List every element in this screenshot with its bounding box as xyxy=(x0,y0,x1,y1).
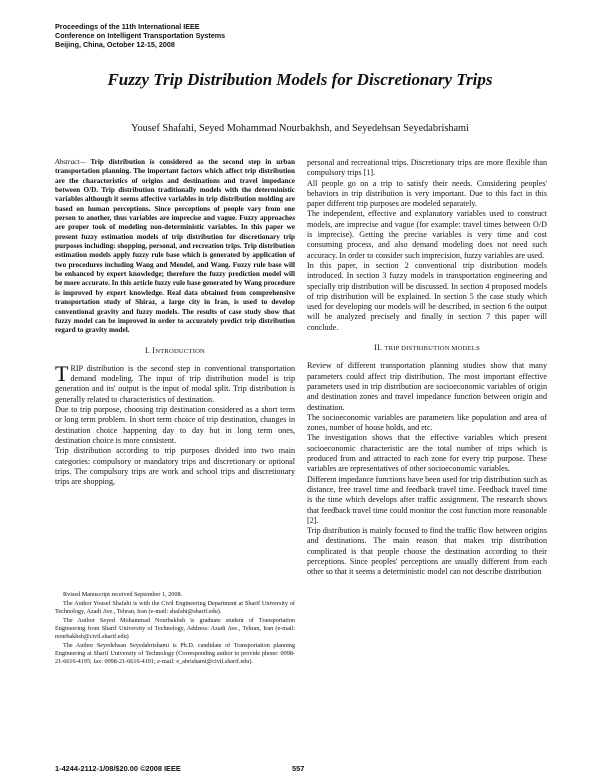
left-column xyxy=(55,158,295,487)
section-1-heading xyxy=(55,346,295,357)
intro-paragraph-3: Trip distribution according to trip purposes divided into two main categories: compulsory or mandatory trips and discretionary or optional trips. The compulsory trips are work and school trips and discretionary trips are shopping, xyxy=(55,446,295,487)
right-paragraph-2: All people go on a trip to satisfy their needs. Considering peoples' behaviors in trip distribution is very important. Due to this fact in this paper different trip purposes are modeled separately. xyxy=(307,178,547,209)
header-line-1: Proceedings of the 11th International IEEE xyxy=(55,22,200,31)
section-2-heading xyxy=(307,343,547,354)
right-paragraph-8: Different impedance functions have been used for trip distribution such as distance, free travel time and feedback travel time. Feedback travel time is the time which develops after traffic assignment. The research shows that feedback travel time could monitor the cost function more reasonable [2]. xyxy=(307,474,547,525)
drop-cap: T xyxy=(55,360,69,386)
section-1-title-first: I xyxy=(152,345,156,355)
section-1-number: I. xyxy=(144,345,153,355)
page-number: 557 xyxy=(292,764,305,773)
abstract xyxy=(55,158,295,336)
right-paragraph-7: The investigation shows that the effective variables which present socioeconomic characteristic are the total number of trips which is produced from and attracted to each zone for every trip purpose. These variables are representatives of other socioeconomic variables. xyxy=(307,433,547,474)
right-column xyxy=(307,158,547,578)
right-paragraph-6: The socioeconomic variables are parameters like population and area of zones, number of house holds, and etc. xyxy=(307,412,547,433)
abstract-lead: Abstract— xyxy=(55,158,86,166)
proceedings-header xyxy=(55,22,225,50)
right-paragraph-9: Trip distribution is mainly focused to find the traffic flow between origins and destinations. The main reason that makes trip distribution complicated is that people choose the destination according to their perceptions. Since peoples' perceptions are usually different from each other so that it seems a deterministic model can not describe distribution xyxy=(307,526,547,577)
intro-paragraph-1 xyxy=(55,360,295,405)
abstract-text: Trip distribution is considered as the second step in urban transportation planning. The important factors which affect trip distribution are the characteristics of origins and destinations and travel impedance between O/D. Trip distribution traditionally models with the deterministic variables although it seems affective variables in trip distribution molding are based on human perceptions. Since perceptions of people vary from one person to another, thus variables are imprecise and vague. Fuzzy approaches are proper took of modeling non-deterministic variables. In this paper we present fuzzy estimation models of trip distribution for discretionary trip purposes including: shopping, personal, and recreation trips. Trip distribution estimation models apply fuzzy rule base which is generated by application of two procedures including Wang and Mendel, and Wang. Fuzzy rule base will be enhanced by expert knowledge; therefore the fuzzy prediction model will be more accurate. In this article fuzzy rule base generated by Wang procedure is improved by expert knowledge. Real data obtained from comprehensive transportation study of Shiraz, a large city in Iran, is used to develop conventional gravity and fuzzy models. The results of case study show that fuzzy model can be improved in order to accurately predict trip distribution regard to gravity model. xyxy=(55,158,295,335)
paper-authors: Yousef Shafahi, Seyed Mohammad Nourbakhsh, and Seyedehsan Seyedabrishami xyxy=(131,123,469,134)
intro-paragraph-2: Due to trip purpose, choosing trip destination considered as a short term or long term problem. In short term choice of trip destination, changes in destination choice happening day to day but in long term ones, destination choice is more consistent. xyxy=(55,405,295,445)
section-2-number: II. xyxy=(374,343,385,353)
right-paragraph-4: In this paper, in section 2 conventional trip distribution models introduced. In section 3 fuzzy models in transportation engineering and specially trip distribution will be discussed. In section 4 proposed models of trip distribution will be explained. In section 5 the case study which used for developing our models will be described, in section 6 the output will be analyzed precisely and finally in section 7 this paper will conclude. xyxy=(307,260,547,332)
section-1-title-rest: NTRODUCTION xyxy=(155,347,206,355)
header-line-3: Beijing, China, October 12-15, 2008 xyxy=(55,40,175,50)
footnote-author-3: The Author Seyedehsan Seyedabrishami is Ph.D. candidate of Transportation planning Engineering at Sharif University of Technology (Corresponding author to provide phone: 0098-21-6616-4195; fax: 0098-21-6616-4191; e-mail: e_abrishami@civil.sharif.edu). xyxy=(55,642,295,665)
section-2-title: TRIP DISTRIBUTION MODELS xyxy=(384,345,480,353)
footnote-author-2: The Author Seyed Mohammad Nourbakhsh is graduate student of Transportation Engineering from Sharif University of Technology, Address: Azadi Ave., Tehran, Iran (e-mail: nourbakhsh@civil.sharif.edu) xyxy=(55,617,295,640)
footnote-author-1: The Author Yousef Shafahi is with the Civil Engineering Department at Sharif University of Technology, Azadi Ave., Tehran, Iran (e-mail: shafahi@sharif.edu). xyxy=(55,600,295,616)
footnotes xyxy=(55,591,295,667)
intro-paragraph-1-text: RIP distribution is the second step in conventional transportation demand modeling. The input of trip distribution model is trip generation and its' output is the input of modal split. Trip distribution is generally related to characteristics of destination. xyxy=(55,363,295,404)
header-line-2: Conference on Intelligent Transportation Systems xyxy=(55,31,226,41)
footer-isbn: 1-4244-2112-1/08/$20.00 ©2008 IEEE xyxy=(55,764,181,773)
right-paragraph-1: personal and recreational trips. Discretionary trips are more flexible than compulsory trips [1]. xyxy=(307,158,547,178)
paper-title: Fuzzy Trip Distribution Models for Discretionary Trips xyxy=(107,70,493,89)
right-paragraph-5: Review of different transportation planning studies show that many parameters could affect trip distribution. The most important effective parameters used in trip distribution are socioeconomic variables of origin and destination zones and travel impedance function between origin and destination. xyxy=(307,361,547,412)
right-paragraph-3: The independent, effective and explanatory variables used to construct models, are imprecise and vague (for example: travel times between O/D is imprecise). Getting the precise variables is very time and cost consuming process, and also demand modeling does not need such accuracy. In order to consider such imprecision, fuzzy variables are used. xyxy=(307,209,547,260)
footnote-received: Rvised Manuscript received September 1, 2008. xyxy=(63,591,183,598)
